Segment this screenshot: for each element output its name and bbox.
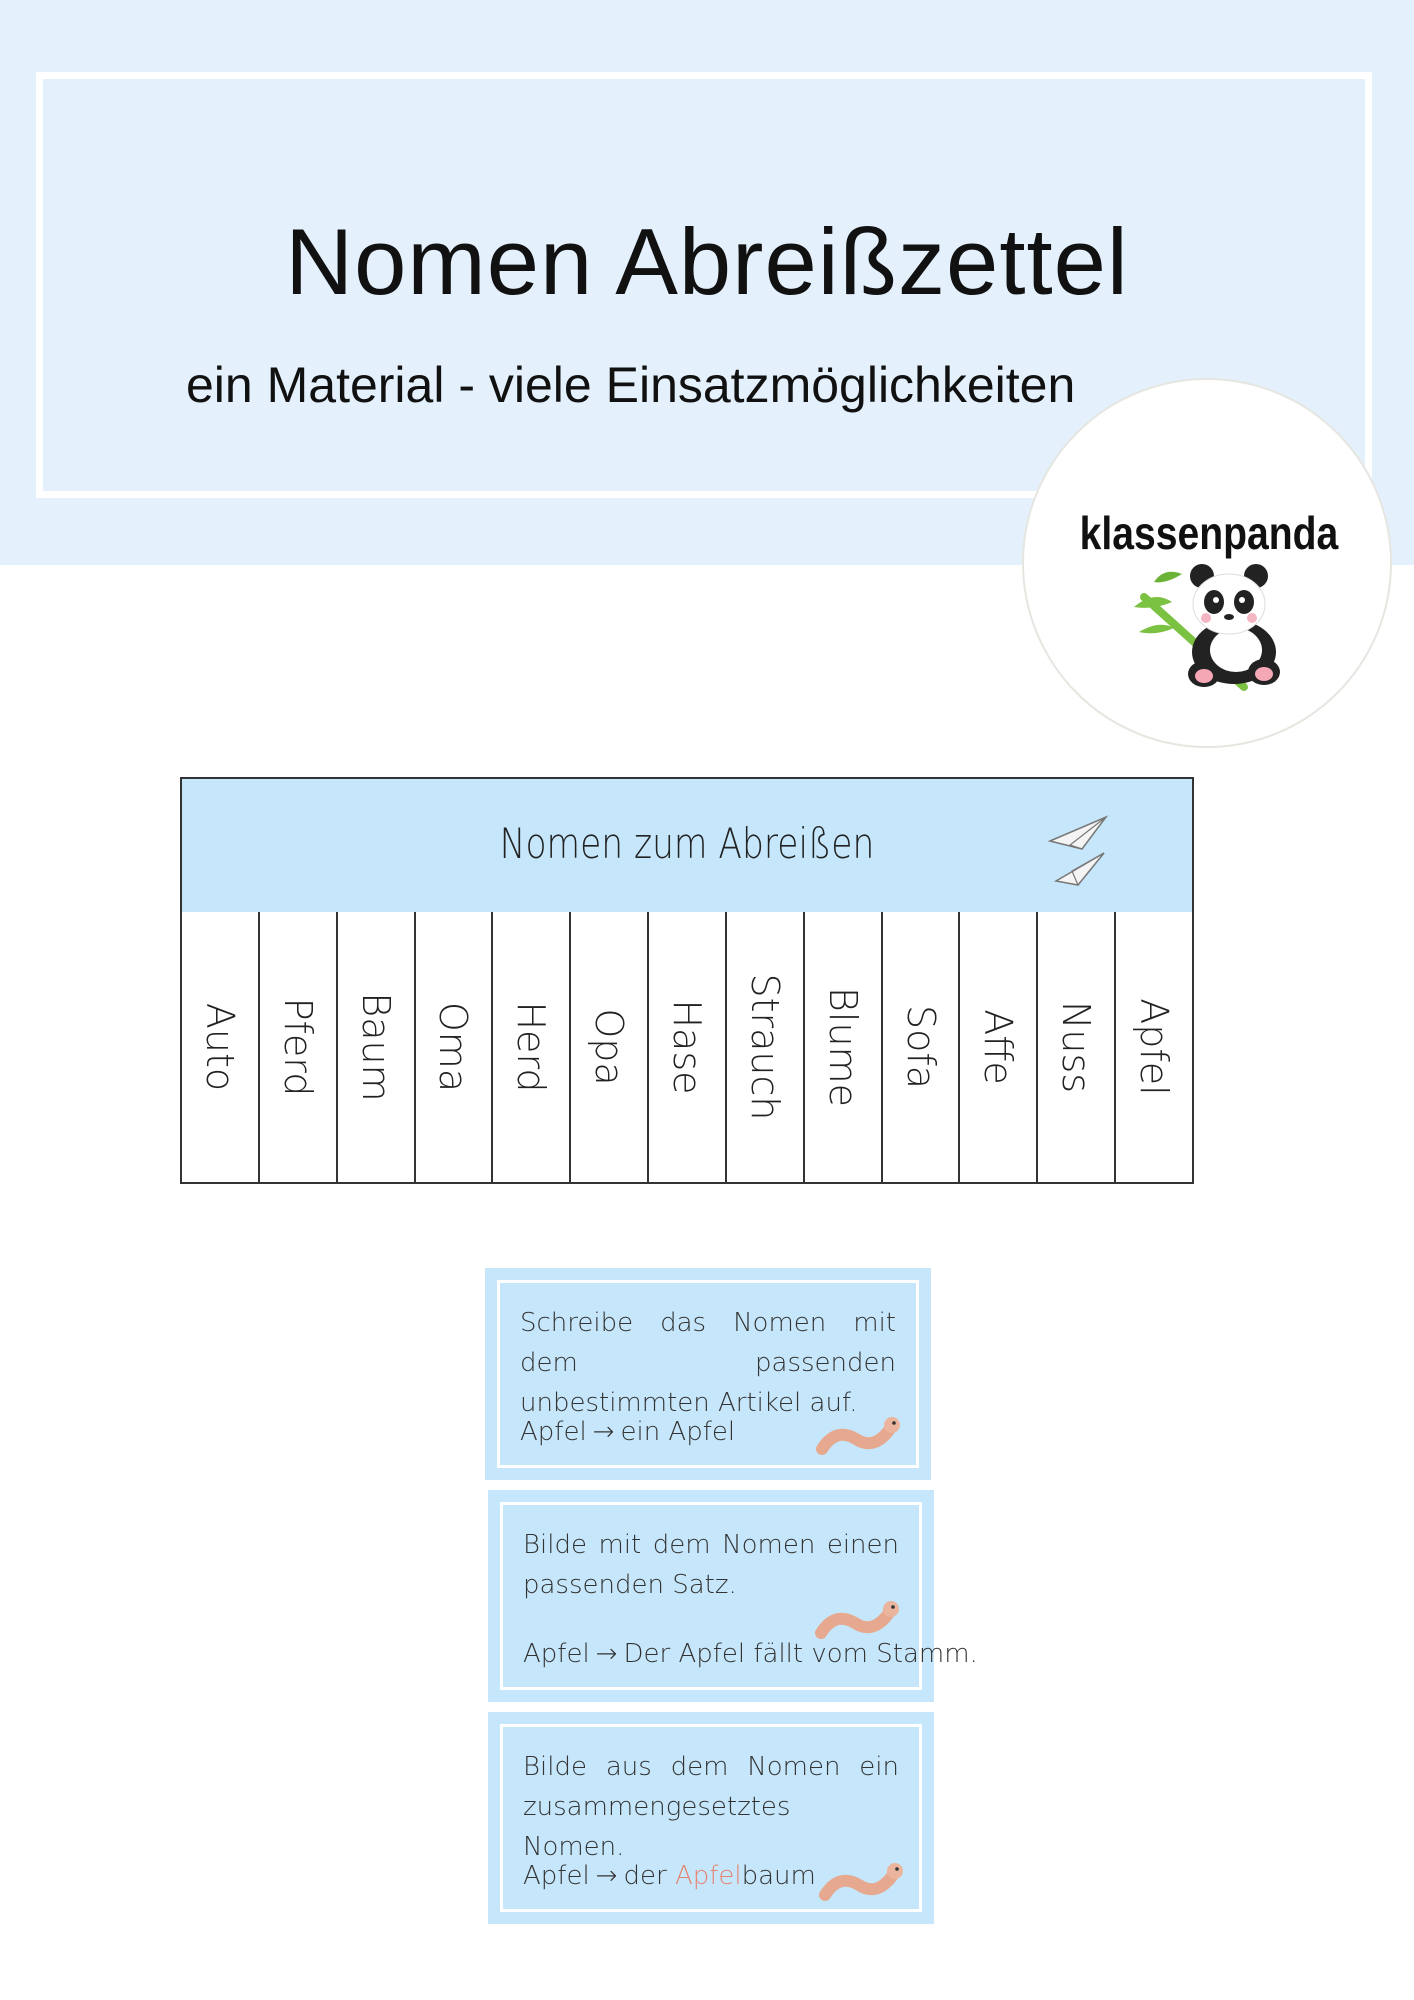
tab-word: Pferd (275, 997, 320, 1097)
example-word: Apfel (523, 1861, 590, 1891)
tear-off-tab[interactable] (491, 912, 569, 1184)
panda-icon (1124, 562, 1294, 692)
card-instruction: Schreibe das Nomen mit dem passenden unbestimmten Artikel auf. (520, 1308, 896, 1418)
example-word: Apfel (523, 1639, 590, 1669)
example-word: Apfel (520, 1417, 587, 1447)
tab-word: Apfel (1132, 998, 1177, 1096)
card-frame (500, 1502, 978, 1690)
tab-word: Nuss (1054, 1000, 1099, 1094)
card-example (523, 1861, 816, 1891)
tear-off-tab[interactable] (569, 912, 647, 1184)
tab-word: Blume (820, 987, 865, 1107)
tear-off-tab[interactable] (1114, 912, 1194, 1184)
example-result: ein Apfel (620, 1417, 736, 1447)
worm-icon (816, 1407, 906, 1457)
strip-title: Nomen zum Abreißen (499, 819, 875, 868)
card-frame (497, 1280, 919, 1468)
task-card-1 (485, 1268, 931, 1480)
brand-name: klassenpanda (1079, 507, 1339, 559)
tab-word: Strauch (742, 973, 787, 1121)
tear-off-tab[interactable] (725, 912, 803, 1184)
tear-off-tab[interactable] (803, 912, 881, 1184)
worm-icon (819, 1853, 909, 1903)
tab-word: Hase (664, 999, 709, 1095)
tear-off-tab[interactable] (180, 912, 258, 1184)
tab-word: Baum (353, 992, 398, 1102)
tab-word: Opa (587, 1008, 632, 1086)
tear-off-tab[interactable] (336, 912, 414, 1184)
card-example (520, 1417, 735, 1447)
example-suffix: baum (741, 1861, 816, 1891)
paper-plane-icon (1042, 809, 1122, 889)
tab-word: Sofa (898, 1004, 943, 1090)
tear-off-tabs (180, 912, 1194, 1184)
example-prefix: der (623, 1861, 675, 1891)
tab-word: Auto (197, 1002, 242, 1092)
card-instruction: Bilde aus dem Nomen ein zusammengesetztes Nomen. (523, 1752, 899, 1862)
page-subtitle: ein Material - viele Einsatzmöglichkeiten (186, 357, 1076, 413)
card-frame (500, 1724, 922, 1912)
arrow-icon: → (595, 1639, 618, 1669)
tear-off-tab[interactable] (647, 912, 725, 1184)
task-card-3 (488, 1712, 934, 1924)
tear-off-tab[interactable] (881, 912, 959, 1184)
worm-icon (815, 1591, 905, 1641)
tab-word: Affe (976, 1009, 1021, 1085)
tab-word: Herd (509, 1001, 554, 1093)
arrow-icon: → (595, 1861, 618, 1891)
example-result: Der Apfel fällt vom Stamm. (623, 1639, 978, 1669)
example-highlight: Apfel (674, 1861, 742, 1891)
task-card-2 (488, 1490, 978, 1702)
tear-off-tab[interactable] (1036, 912, 1114, 1184)
tear-off-tab[interactable] (258, 912, 336, 1184)
page-title: Nomen Abreißzettel (285, 209, 1129, 314)
card-example (523, 1639, 978, 1669)
logo-badge (1022, 378, 1392, 748)
tear-off-tab[interactable] (414, 912, 492, 1184)
tab-word: Oma (431, 1001, 476, 1093)
strip-header (180, 777, 1194, 914)
tear-off-tab[interactable] (958, 912, 1036, 1184)
card-instruction: Bilde mit dem Nomen einen passenden Satz. (523, 1530, 899, 1600)
arrow-icon: → (592, 1417, 615, 1447)
